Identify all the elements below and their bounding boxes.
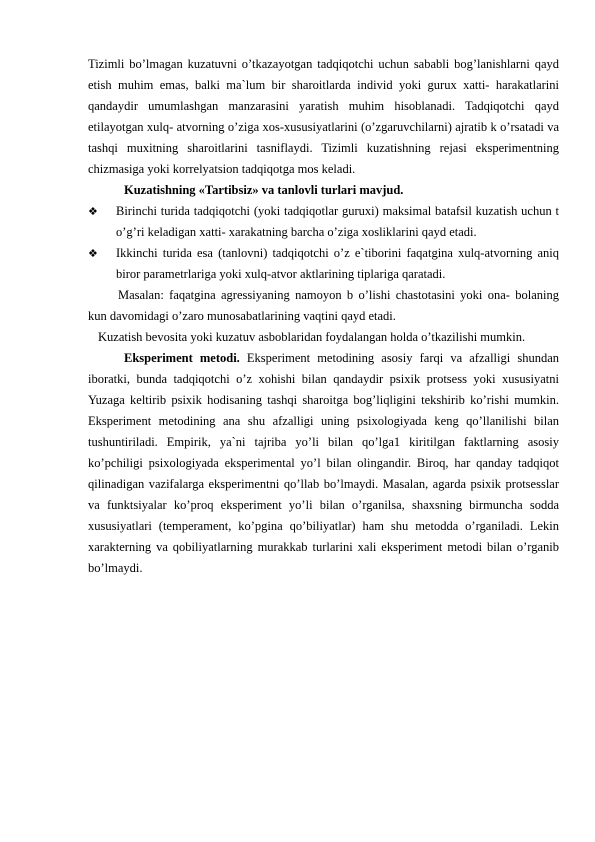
experiment-method-text: Eksperiment metodining asosiy farqi va afzalligi shundan iboratki, bunda tadqiqotchi o’z xohishi bilan qandaydir psixik protsess yoki xususiyatni Yuzaga keltirib psixik hodisaning tashqi sharoitga bog’liqligini tekshirib ko’rishi mumkin. Eksperiment metodining ana shu afzalligi uning psixologiyada keng qo’llanilishi bilan tushuntiriladi. Empirik, ya`ni tajriba yo’li bilan qo’lga1 kiritilgan faktlarning asosiy ko’pchiligi psixologiyada eksperimental yo’l bilan olingandir. Biroq, har qanday tadqiqot qilinadigan vazifalarga eksperimentni qo’llab bo’lmaydi. Masalan, agarda psixik protsesslar va funktsiyalar ko’proq eksperiment yo’li bilan o’rganilsa, shaxsning birmuncha sodda xususiyatlari (temperament, ko’pgina qo’biliyatlar) ham shu metodda o’rganiladi. Lekin xarakterning va qobiliyatlarning murakkab turlarini xali eksperiment metodi bilan o’rganib bo’lmaydi. — [88, 351, 559, 575]
list-item — [88, 243, 559, 285]
section-heading: Kuzatishning «Tartibsiz» va tanlovli turlari mavjud. — [124, 183, 404, 197]
list-item-text: Birinchi turida tadqiqotchi (yoki tadqiqotlar guruxi) maksimal batafsil kuzatish uchun t o’g’ri keladigan xatti- xarakatning barcha o’ziga xosliklarini qayd etadi. — [116, 204, 559, 239]
paragraph-observation-tools: Kuzatish bevosita yoki kuzatuv asboblaridan foydalangan holda o’tkazilishi mumkin. — [98, 330, 526, 344]
paragraph-example: Masalan: faqatgina agressiyaning namoyon b o’lishi chastotasini yoki ona- bolaning kun davomidagi o’zaro munosabatlarining vaqtini qayd etadi. — [88, 288, 559, 323]
diamond-bullet-icon: ❖ — [88, 205, 98, 218]
list-item-text: Ikkinchi turida esa (tanlovni) tadqiqotchi o’z e`tiborini faqatgina xulq-atvorning aniq biror parametrlariga yoki xulq-atvor aktlarining tiplariga qaratadi. — [116, 246, 559, 281]
list-item — [88, 201, 559, 243]
document-body — [88, 54, 559, 579]
experiment-method-title: Eksperiment metodi. — [124, 351, 240, 365]
paragraph-experiment-method — [88, 348, 559, 579]
diamond-bullet-icon: ❖ — [88, 247, 98, 260]
observation-types-list — [88, 201, 559, 285]
paragraph-systematic-observation: Tizimli bo’lmagan kuzatuvni o’tkazayotgan tadqiqotchi uchun sababli bog’lanishlarni qayd etish muhim emas, balki ma`lum bir sharoitlarda individ yoki gurux xatti- harakatlarini qandaydir umumlashgan manzarasini yaratish muhim hisoblanadi. Tadqiqotchi qayd etilayotgan xulq- atvorning o’ziga xos-xususiyatlarini (o’zgaruvchilarni) ajratib k o’rsatadi va tashqi muxitning sharoitlarini tasniflaydi. Tizimli kuzatishning rejasi eksperimentning chizmasiga yoki korrelyatsion tadqiqotga mos keladi. — [88, 57, 559, 176]
